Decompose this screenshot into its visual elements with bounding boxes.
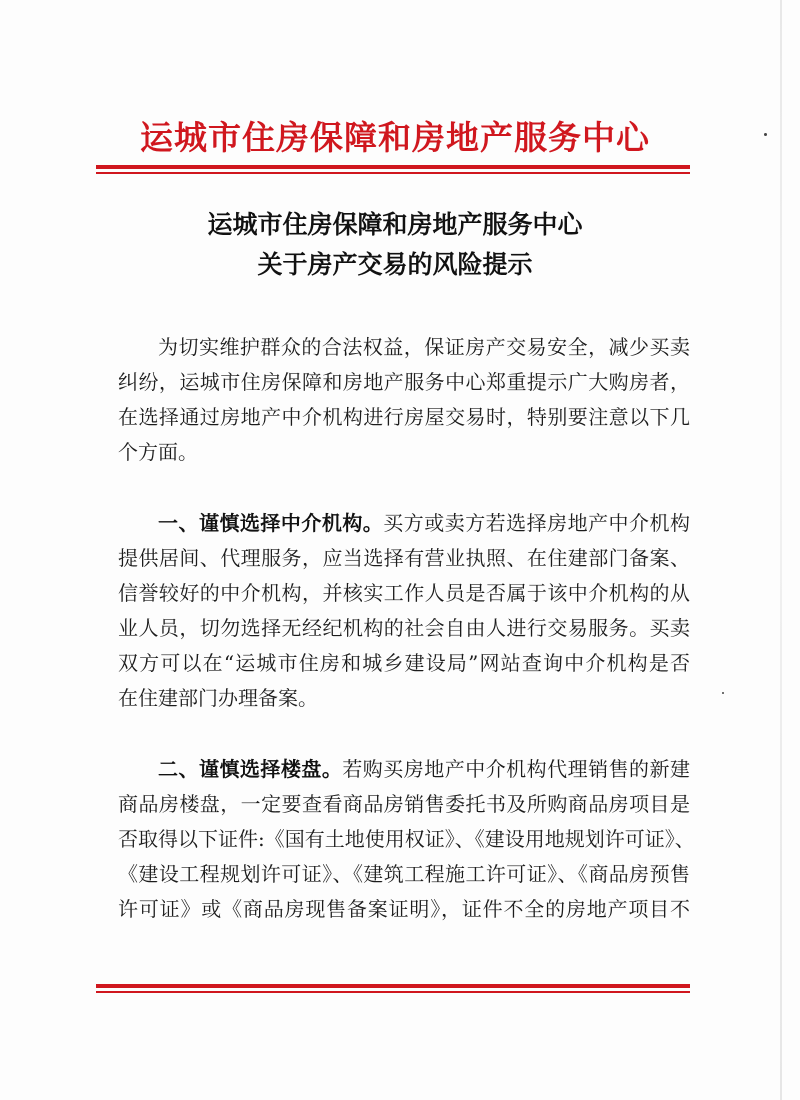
header-red-rule [96, 165, 690, 174]
section-2-paragraph [118, 752, 695, 927]
paragraph-line: 纠纷，运城市住房保障和房地产服务中心郑重提示广大购房者， [118, 370, 690, 394]
paragraph-line: 在住建部门办理备案。 [118, 686, 318, 710]
section-1-first-line-text: 买方或卖方若选择房地产中介机构 [383, 511, 691, 535]
organization-header: 运城市住房保障和房地产服务中心 [140, 118, 650, 157]
section-1-heading: 一、谨慎选择中介机构。 [158, 511, 384, 535]
footer-red-rule [96, 984, 690, 993]
paragraph-line: 信誉较好的中介机构，并核实工作人员是否属于该中介机构的从 [118, 581, 690, 605]
paragraph-line: 否取得以下证件:《国有土地使用权证》、《建设用地规划许可证》、 [118, 827, 695, 851]
paragraph-first-line [118, 752, 690, 787]
paragraph-line: 个方面。 [118, 440, 198, 464]
section-2-first-line-text: 若购买房地产中介机构代理销售的新建 [342, 757, 691, 781]
page-edge-shadow [780, 0, 782, 1100]
document-title-line-2: 关于房产交易的风险提示 [257, 250, 533, 279]
paragraph-line: 许可证》或《商品房现售备案证明》，证件不全的房地产项目不 [118, 897, 690, 921]
paragraph-line: 在选择通过房地产中介机构进行房屋交易时，特别要注意以下几 [118, 405, 690, 429]
paragraph-line: 为切实维护群众的合法权益，保证房产交易安全，减少买卖 [158, 335, 690, 359]
paragraph-line: 商品房楼盘，一定要查看商品房销售委托书及所购商品房项目是 [118, 792, 690, 816]
paragraph-first-line [118, 506, 690, 541]
scan-speck [722, 692, 724, 694]
paragraph-line: 提供居间、代理服务，应当选择有营业执照、在住建部门备案、 [118, 546, 690, 570]
paragraph-line: 业人员，切勿选择无经纪机构的社会自由人进行交易服务。买卖 [118, 616, 690, 640]
intro-paragraph [118, 330, 690, 470]
document-title-line-1: 运城市住房保障和房地产服务中心 [207, 210, 583, 239]
section-2-heading: 二、谨慎选择楼盘。 [158, 757, 343, 781]
paragraph-line: 双方可以在“运城市住房和城乡建设局”网站查询中介机构是否 [118, 651, 690, 675]
paragraph-line: 《建设工程规划许可证》、《建筑工程施工许可证》、《商品房预售 [118, 862, 690, 886]
section-1-paragraph [118, 506, 690, 716]
